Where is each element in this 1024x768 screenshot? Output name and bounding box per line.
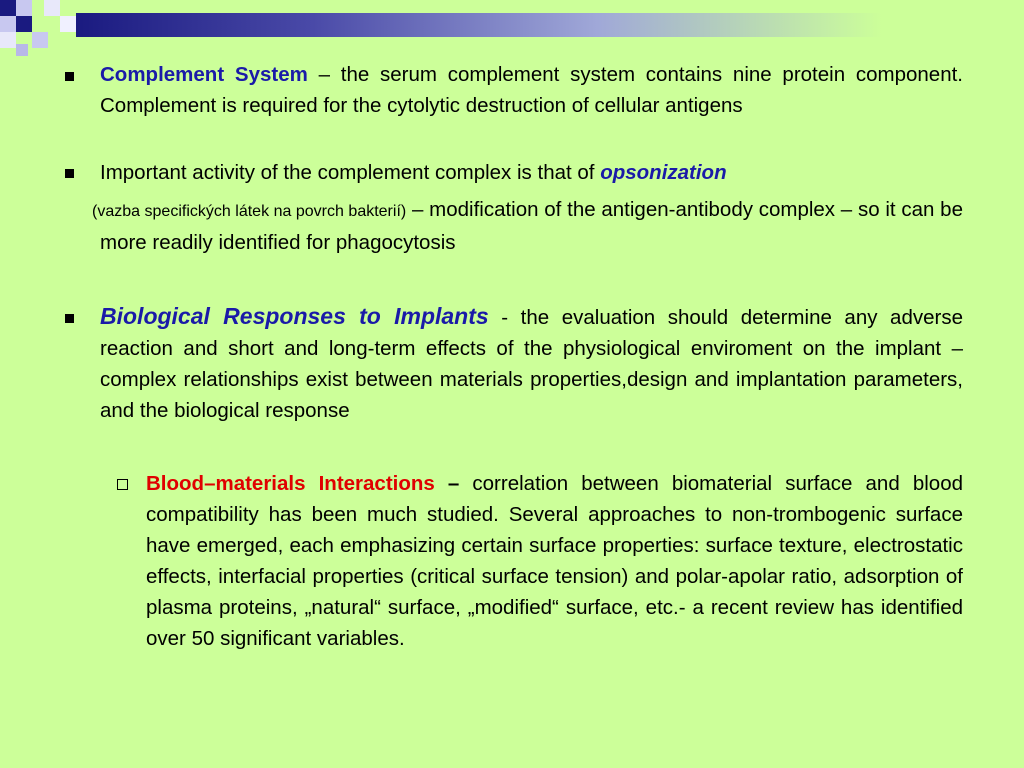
subbullet-blood-materials	[146, 468, 963, 654]
bullet-opsonization	[100, 157, 963, 188]
opsonization-continuation	[92, 194, 963, 258]
term-dash: –	[434, 472, 473, 495]
term-biological-responses: Biological Responses to Implants	[100, 303, 489, 329]
bullet-complement-system	[100, 59, 963, 121]
blood-materials-text: correlation between biomaterial surface and blood compatibility has been much studied. Several approaches to non-trombogenic surface have emerged, each emphasizing certain surface properties: surface texture, electrostatic effects, interfacial properties (critical surface tension) and polar-apolar ratio, adsorption of plasma proteins, „natural“ surface, „modified“ surface, etc.- a recent review has identified over 50 significant variables.	[146, 472, 963, 650]
bullet-square-icon	[65, 72, 74, 81]
opsonization-cont-text: – modification of the antigen-antibody complex – so it can be more readily identified for phagocytosis	[100, 198, 963, 254]
bullet-square-icon	[65, 169, 74, 178]
bullet-biological-responses	[100, 301, 963, 426]
term-complement-system: Complement System	[100, 63, 308, 86]
bullet-square-icon	[65, 314, 74, 323]
opsonization-text: Important activity of the complement complex is that of	[100, 161, 601, 184]
term-opsonization: opsonization	[600, 161, 727, 184]
czech-note: (vazba specifických látek na povrch bakterií)	[92, 203, 407, 220]
bullet-hollow-square-icon	[117, 479, 128, 490]
biological-responses-text: - the evaluation should determine any adverse reaction and short and long-term effects of the physiological enviroment on the implant – complex relationships exist between materials properties,design and implantation parameters, and the biological response	[100, 306, 963, 422]
term-blood-materials: Blood–materials Interactions	[146, 472, 435, 495]
complement-text: – the serum complement system contains nine protein component. Complement is required for the cytolytic destruction of cellular antigens	[100, 63, 963, 117]
